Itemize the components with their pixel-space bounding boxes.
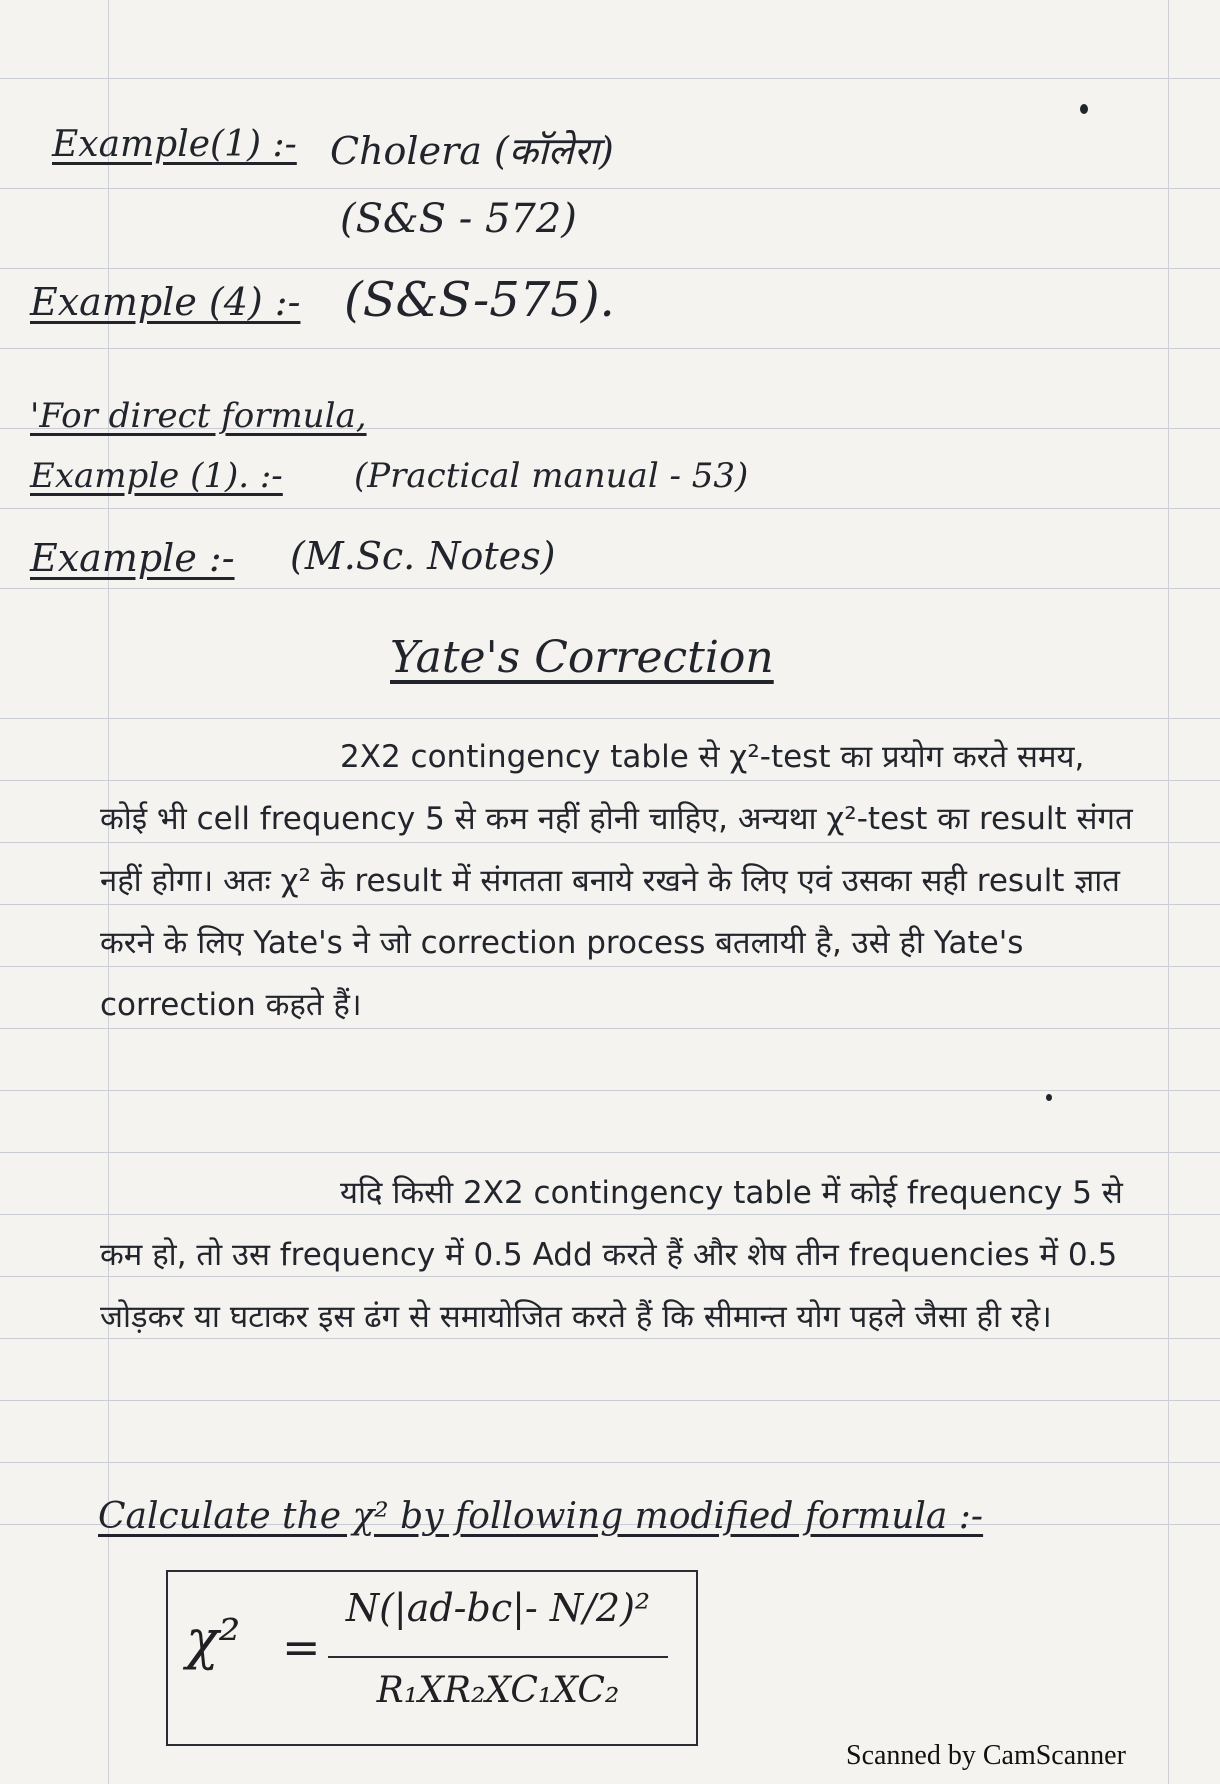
ruled-line [0, 718, 1220, 719]
example-text: Cholera (कॉलेरा) [330, 129, 614, 173]
ruled-line [0, 1462, 1220, 1463]
example-label: Example (1). :- [30, 456, 283, 496]
ruled-line [0, 78, 1220, 79]
pen-mark [1080, 104, 1088, 114]
example-text: (S&S-575). [344, 272, 615, 328]
formula-box [166, 1570, 698, 1746]
ruled-line [0, 1400, 1220, 1401]
paragraph-yates-definition: 2X2 contingency table से χ²-test का प्रयोग करते समय, कोई भी cell frequency 5 से कम नहीं होनी चाहिए, अन्यथा χ²-test का result संगत नहीं होगा। अतः χ² के result में संगतता बनाये रखने के लिए एवं उसका सही result ज्ञात करने के लिए Yate's ने जो correction process बतलायी है, उसे ही Yate's correction कहते हैं। [100, 739, 1133, 1023]
ruled-line [0, 268, 1220, 269]
pen-mark [1046, 1094, 1052, 1101]
example-label: Example(1) :- [52, 124, 297, 165]
ruled-line [0, 188, 1220, 189]
paragraph-yates-procedure: यदि किसी 2X2 contingency table में कोई frequency 5 से कम हो, तो उस frequency में 0.5 Add करते हैं और शेष तीन frequencies में 0.5 जोड़कर या घटाकर इस ढंग से समायोजित करते हैं कि सीमान्त योग पहले जैसा ही रहे। [100, 1175, 1123, 1335]
formula-lhs: χ² [186, 1608, 241, 1671]
right-margin-line [1168, 0, 1169, 1784]
calculate-instruction: Calculate the χ² by following modified formula :- [98, 1496, 984, 1537]
example-text: (Practical manual - 53) [354, 456, 749, 496]
example-label: Example (4) :- [30, 280, 301, 324]
ruled-line [0, 348, 1220, 349]
ruled-line [0, 1090, 1220, 1091]
section-title: Yate's Correction [390, 632, 774, 683]
example-text: (M.Sc. Notes) [290, 534, 556, 578]
formula-numerator: N(|ad-bc|- N/2)² [345, 1586, 651, 1630]
formula-equals: = [282, 1620, 321, 1674]
fraction-bar [328, 1656, 668, 1658]
example-label: 'For direct formula, [30, 396, 367, 436]
ruled-line [0, 1152, 1220, 1153]
formula-denominator: R₁XR₂XC₁XC₂ [376, 1670, 620, 1711]
ruled-line [0, 588, 1220, 589]
example-label: Example :- [30, 536, 235, 580]
example-text: (S&S - 572) [340, 196, 577, 242]
scanner-watermark: Scanned by CamScanner [846, 1740, 1126, 1771]
ruled-line [0, 508, 1220, 509]
